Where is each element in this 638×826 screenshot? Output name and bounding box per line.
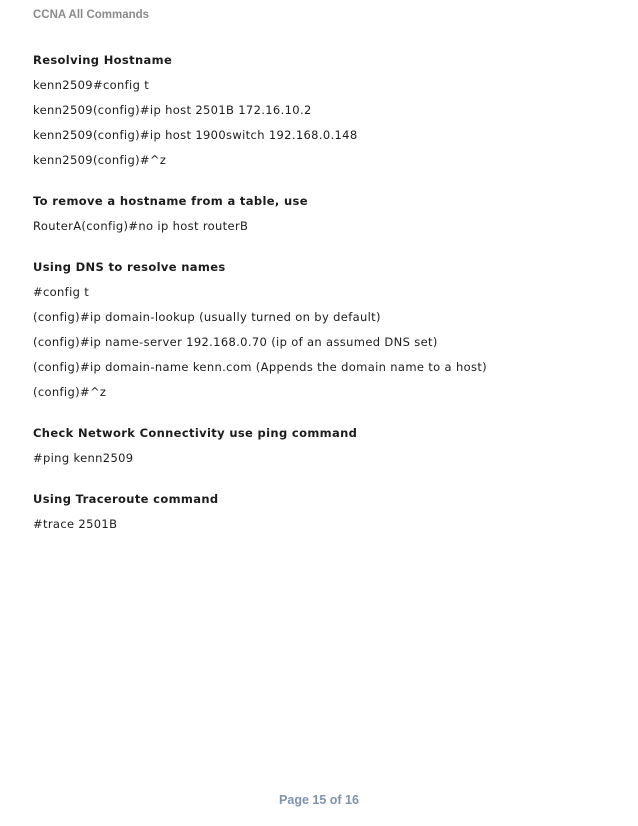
page-number: Page 15 of 16 bbox=[279, 793, 359, 807]
document-body bbox=[33, 52, 603, 557]
document-header-title: CCNA All Commands bbox=[33, 9, 150, 21]
command-line: RouterA(config)#no ip host routerB bbox=[33, 219, 249, 233]
command-line: #ping kenn2509 bbox=[33, 451, 134, 465]
section-heading: Check Network Connectivity use ping command bbox=[33, 426, 358, 440]
command-line: #trace 2501B bbox=[33, 517, 118, 531]
command-line: (config)#^z bbox=[33, 385, 107, 399]
section-heading: Using DNS to resolve names bbox=[33, 260, 226, 274]
section-heading: To remove a hostname from a table, use bbox=[33, 194, 308, 208]
command-line: kenn2509(config)#ip host 2501B 172.16.10.2 bbox=[33, 103, 312, 117]
section-traceroute bbox=[33, 491, 603, 532]
command-line: #config t bbox=[33, 285, 90, 299]
section-heading: Resolving Hostname bbox=[33, 53, 173, 67]
section-heading: Using Traceroute command bbox=[33, 492, 219, 506]
command-line: kenn2509(config)#ip host 1900switch 192.168.0.148 bbox=[33, 128, 358, 142]
section-resolving-hostname bbox=[33, 52, 603, 168]
command-line: (config)#ip name-server 192.168.0.70 (ip of an assumed DNS set) bbox=[33, 335, 438, 349]
section-remove-hostname bbox=[33, 193, 603, 234]
command-line: (config)#ip domain-lookup (usually turned on by default) bbox=[33, 310, 381, 324]
command-line: kenn2509#config t bbox=[33, 78, 150, 92]
command-line: (config)#ip domain-name kenn.com (Appends the domain name to a host) bbox=[33, 360, 488, 374]
command-line: kenn2509(config)#^z bbox=[33, 153, 167, 167]
section-ping bbox=[33, 425, 603, 466]
section-dns-resolve bbox=[33, 259, 603, 400]
